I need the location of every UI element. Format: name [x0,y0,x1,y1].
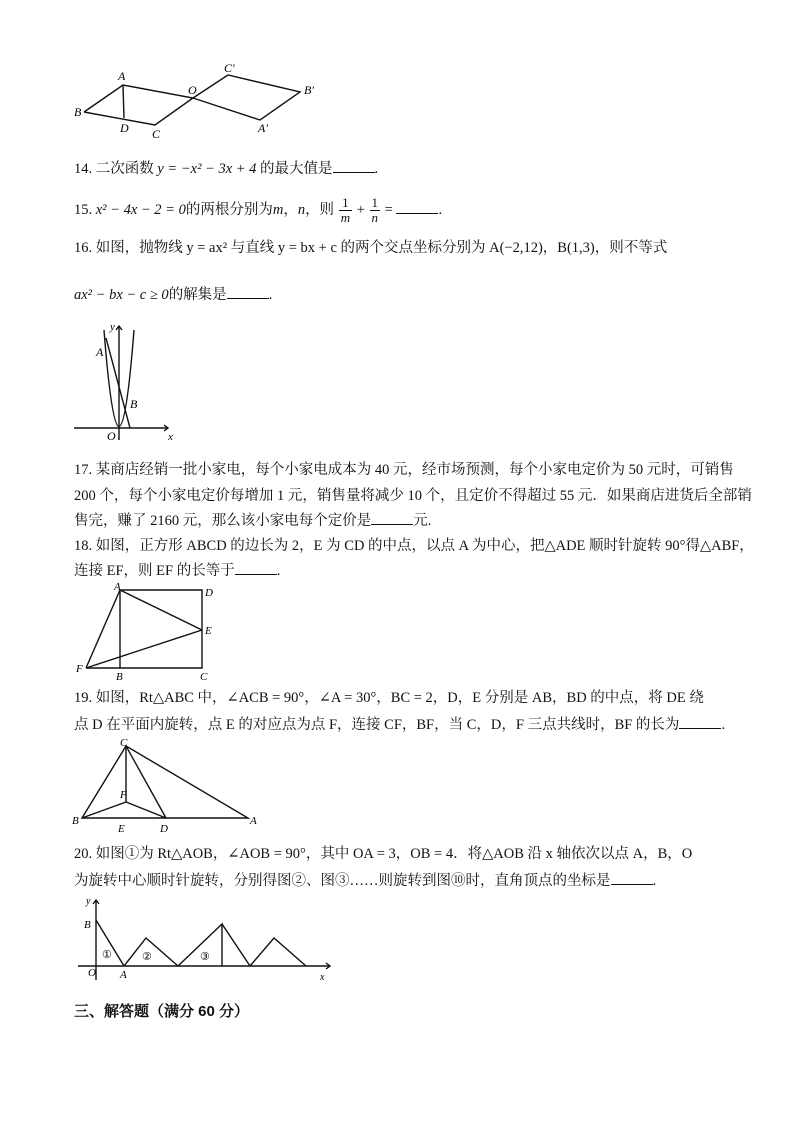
q14-end: . [374,161,379,177]
question-17-line1 [74,460,734,480]
segment-ad [123,85,124,118]
q15-comma: ， [283,201,298,218]
axis-label-x: x [168,431,173,443]
answer-blank [333,158,375,173]
q20-line2: 为旋转中心顺时针旋转，分别得图②、图③……则旋转到图⑩时，直角顶点的坐标是 [74,873,611,889]
question-19-line2 [74,714,725,735]
segment-af [86,590,120,668]
q15-plus: + [356,201,365,218]
answer-blank [679,714,721,729]
segment-cd [126,746,166,818]
label-A: A [96,345,104,359]
label-B: B [84,919,91,931]
label-D: D [120,121,129,135]
axis-label-y: y [110,321,115,333]
q17-unit: 元. [413,513,432,529]
q14-pre: 二次函数 [95,161,154,177]
q16-inequality: ax² − bx − c ≥ 0 [74,287,169,303]
q18-line2: 连接 EF，则 EF 的长等于 [74,563,235,579]
answer-blank [227,284,269,299]
q18-line1: 18. 如图，正方形 ABCD 的边长为 2，E 为 CD 的中点，以点 A 为中心，把△ADE 顺时针旋转 90°得△ABF， [74,538,754,554]
fraction-1-over-m: $\frac{1}{m}$ [340,195,351,225]
label-A: A [250,815,257,827]
q15-m: m [272,201,284,218]
label-A: A [118,69,126,83]
question-17-line3 [74,510,431,531]
question-16-line2 [74,284,272,305]
question-18-line2 [74,560,280,581]
q17-line1: 17. 某商店经销一批小家电，每个小家电成本为 40 元，经市场预测，每个小家电定价为 50 元时，可销售 [74,462,734,478]
q15-end: . [438,201,443,218]
label-A: A [120,969,127,981]
figure-q20 [70,894,340,984]
label-C: C [152,127,161,140]
label-D: D [205,587,213,599]
question-16-line1 [74,238,667,258]
question-14 [74,158,378,179]
q15-then: ，则 [305,201,335,218]
q14-post: 的最大值是 [260,161,333,177]
q19-line2: 点 D 在平面内旋转，点 E 的对应点为点 F，连接 CF，BF，当 C，D，F 三点共线时，BF 的长为 [74,717,680,733]
label-A: A [114,582,121,593]
circled-2: ② [142,951,152,963]
answer-blank [371,510,413,525]
label-B: B [130,397,138,411]
q18-end: . [276,563,281,579]
q15-eq: = [384,201,393,218]
quad-left [84,85,193,125]
label-B-prime: B′ [304,83,314,97]
question-19-line1 [74,688,704,708]
label-C: C [120,737,128,749]
circled-3: ③ [200,951,210,963]
label-C-prime: C′ [224,61,235,75]
quad-right [193,75,300,120]
label-E: E [205,625,212,637]
label-F: F [120,789,127,801]
segment-fd [126,802,166,818]
label-O: O [107,429,116,443]
question-20-line1 [74,844,692,864]
line-bx-c [106,338,130,428]
label-F: F [76,663,83,675]
question-20-line2 [74,870,656,891]
circled-1: ① [102,949,112,961]
q16-line1: 如图，抛物线 y = ax² 与直线 y = bx + c 的两个交点坐标分别为 A(−2,12)，B(1,3)，则不等式 [95,240,668,256]
answer-blank [396,199,438,214]
label-E: E [118,823,125,834]
label-O: O [188,83,197,97]
answer-blank [611,870,653,885]
question-17-line2 [74,486,752,506]
label-A-prime: A′ [258,121,268,135]
figure-q13 [70,60,330,140]
segment-bf [82,802,126,818]
fraction-1-over-n: $\frac{1}{n}$ [371,195,379,225]
q16-end: . [268,287,273,303]
segment-fe [86,630,202,668]
q14-expr: y = −x² − 3x + 4 [157,161,257,177]
q16-number: 16. [74,240,93,256]
label-B: B [116,671,123,682]
question-18-line1 [74,536,754,556]
square-abcd [120,590,202,668]
q20-end: . [652,873,657,889]
figure-q19 [70,734,270,834]
q16-post: 的解集是 [168,287,227,303]
segment-ae [120,590,202,630]
section-3-heading: 三、解答题（满分 60 分） [74,1003,250,1020]
triangle-abc [82,746,248,818]
q15-expr: x² − 4x − 2 = 0 [95,201,186,218]
q17-line3: 售完，赚了 2160 元，那么该小家电每个定价是 [74,513,372,529]
figure-q16 [70,318,180,443]
label-B: B [72,815,79,827]
axis-label-y: y [86,896,91,907]
q15-mid: 的两根分别为 [185,201,273,218]
q19-end: . [721,717,726,733]
label-D: D [160,823,168,834]
label-C: C [200,671,208,682]
label-B: B [74,105,82,119]
q19-line1: 19. 如图，Rt△ABC 中，∠ACB = 90°，∠A = 30°，BC = 2，D，E 分别是 AB，BD 的中点，将 DE 绕 [74,690,704,706]
q20-line1: 20. 如图①为 Rt△AOB，∠AOB = 90°，其中 OA = 3，OB = 4．将△AOB 沿 x 轴依次以点 A，B，O [74,846,693,862]
figure-q18 [70,582,220,682]
q17-line2: 200 个，每个小家电定价每增加 1 元，销售量将减少 10 个，且定价不得超过 55 元．如果商店进货后全部销 [74,488,752,504]
triangle-3-side [222,924,250,966]
axis-label-x: x [320,972,325,983]
q15-n: n [297,201,306,218]
label-O: O [88,967,96,979]
triangle-4 [250,938,306,966]
answer-blank [235,560,277,575]
q14-number: 14. [74,161,93,177]
question-15 [74,196,442,225]
q15-number: 15. [74,201,93,218]
